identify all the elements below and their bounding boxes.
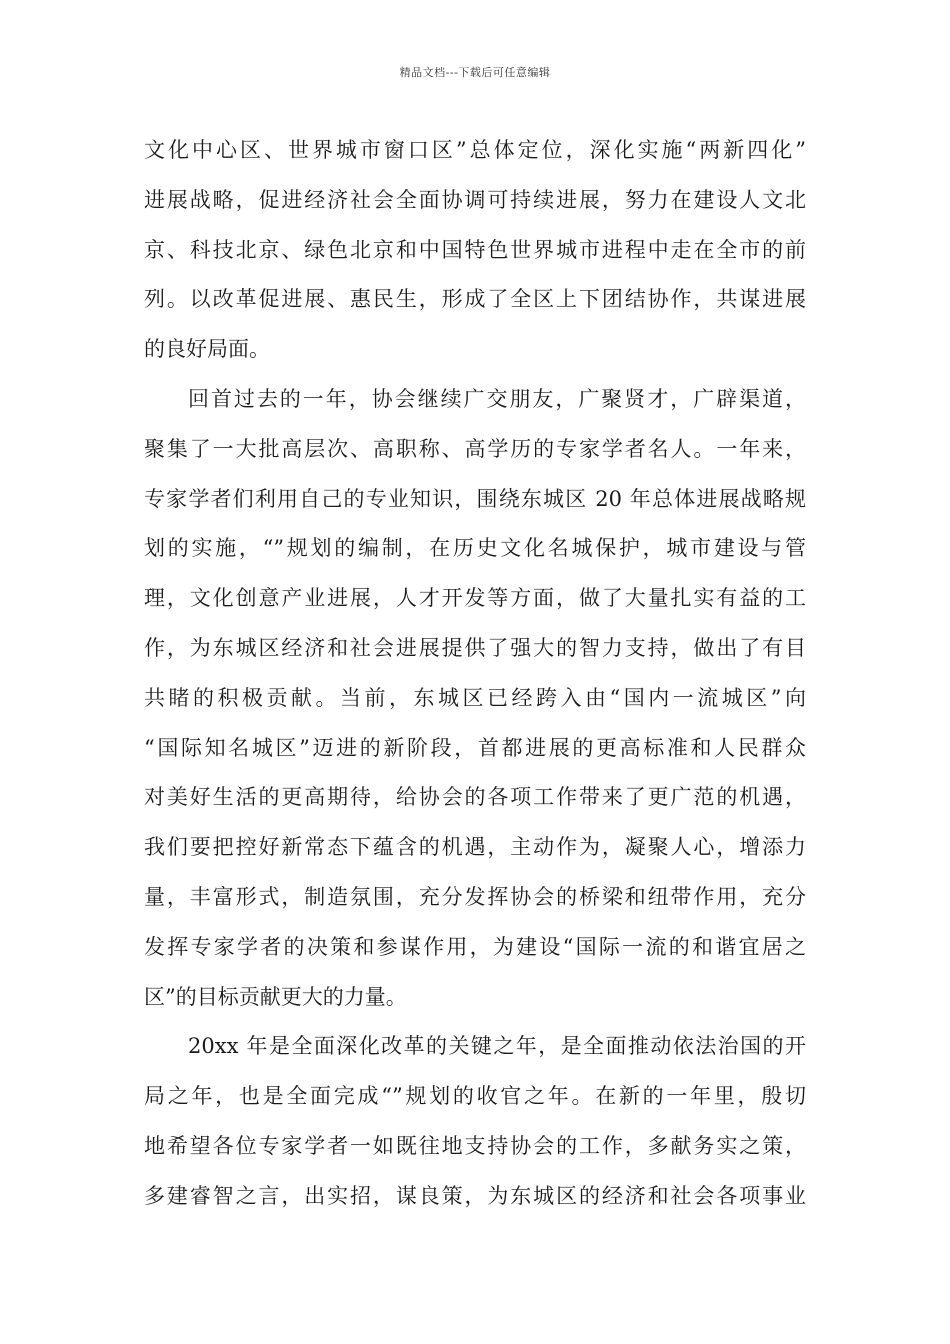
paragraph-2-line: 发挥专家学者的决策和参谋作用，为建设“国际一流的和谐宜居之 (144, 934, 806, 959)
paragraph-2-line: 作，为东城区经济和社会进展提供了强大的智力支持，做出了有目 (144, 635, 806, 660)
paragraph-3-line: 多建睿智之言，出实招，谋良策，为东城区的经济和社会各项事业 (144, 1183, 806, 1208)
document-body (144, 126, 806, 1222)
paragraph-2-line: “国际知名城区”迈进的新阶段，首都进展的更高标准和人民群众 (144, 735, 806, 760)
paragraph-2-line: 共睹的积极贡献。当前，东城区已经跨入由“国内一流城区”向 (144, 685, 806, 710)
paragraph-1-line: 列。以改革促进展、惠民生，形成了全区上下团结协作，共谋进展 (144, 287, 806, 312)
paragraph-2-line: 划的实施，“”规划的编制，在历史文化名城保护，城市建设与管 (144, 536, 806, 561)
paragraph-3-line: 地希望各位专家学者一如既往地支持协会的工作，多献务实之策， (144, 1133, 806, 1158)
paragraph-2-line: 聚集了一大批高层次、高职称、高学历的专家学者名人。一年来， (144, 436, 806, 461)
paragraph-3-line: 20xx 年是全面深化改革的关键之年，是全面推动依法治国的开 (188, 1034, 806, 1059)
paragraph-2-line: 量，丰富形式，制造氛围，充分发挥协会的桥梁和纽带作用，充分 (144, 884, 806, 909)
paragraph-1-line: 的良好局面。 (144, 337, 270, 362)
paragraph-2-line: 对美好生活的更高期待，给协会的各项工作带来了更广范的机遇， (144, 785, 806, 810)
paragraph-3-line: 局之年，也是全面完成“”规划的收官之年。在新的一年里，殷切 (144, 1084, 806, 1109)
paragraph-2-line: 回首过去的一年，协会继续广交朋友，广聚贤才，广辟渠道， (188, 386, 806, 411)
paragraph-1-line: 进展战略，促进经济社会全面协调可持续进展，努力在建设人文北 (144, 187, 806, 212)
paragraph-1-line: 京、科技北京、绿色北京和中国特色世界城市进程中走在全市的前 (144, 237, 806, 262)
paragraph-2-line: 区”的目标贡献更大的力量。 (144, 984, 407, 1009)
paragraph-2-line: 我们要把控好新常态下蕴含的机遇，主动作为，凝聚人心，增添力 (144, 835, 806, 860)
paragraph-2-line: 理，文化创意产业进展，人才开发等方面，做了大量扎实有益的工 (144, 586, 806, 611)
paragraph-2-line: 专家学者们利用自己的专业知识，围绕东城区 20 年总体进展战略规 (144, 486, 806, 511)
page-header: 精品文档---下载后可任意编辑 (399, 66, 551, 79)
paragraph-1-line: 文化中心区、世界城市窗口区”总体定位，深化实施“两新四化” (144, 138, 806, 162)
